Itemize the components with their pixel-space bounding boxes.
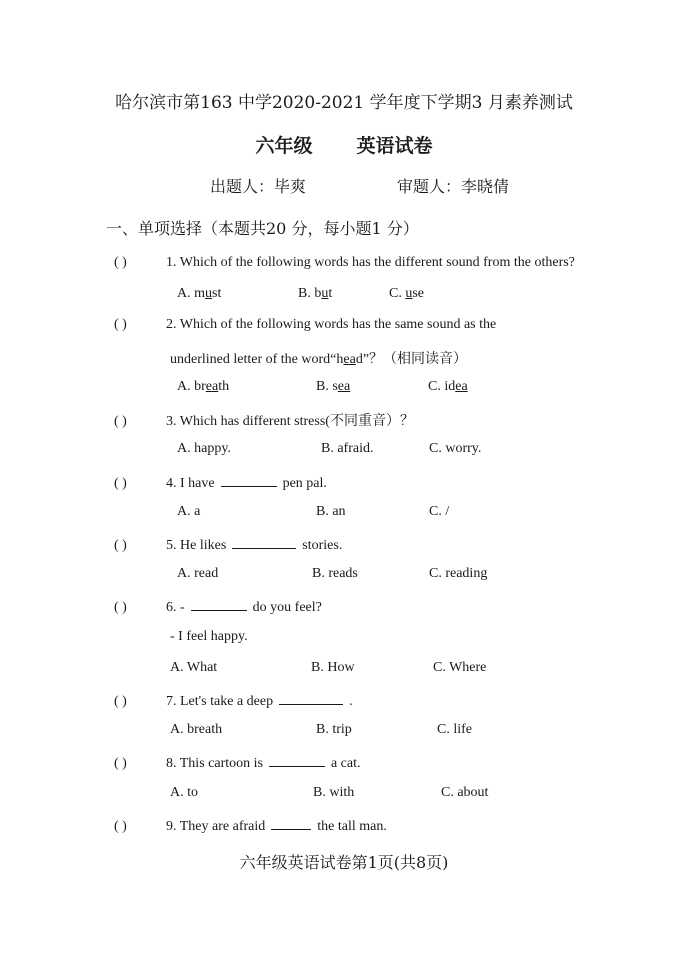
underlined-letters: u (205, 286, 212, 301)
option-7-b[interactable] (316, 722, 352, 738)
text-part: A. br (177, 379, 206, 394)
option-1-b[interactable] (298, 286, 332, 302)
question-7 (114, 691, 353, 710)
answer-parenthesis[interactable]: ( ) (114, 694, 127, 709)
text-part: A. What (170, 660, 218, 675)
text-part: B. How (311, 660, 355, 675)
text-part: B. an (316, 504, 346, 519)
question-text: a cat. (330, 756, 361, 771)
text-part: B. trip (316, 722, 352, 737)
question-5 (114, 535, 342, 554)
answer-parenthesis[interactable]: ( ) (114, 600, 127, 615)
question-6-continuation (170, 629, 248, 645)
text-part: A. breath (170, 722, 223, 737)
option-3-c[interactable] (429, 441, 481, 457)
option-6-a[interactable] (170, 660, 217, 676)
option-7-a[interactable] (170, 722, 222, 738)
text-part: C. id (428, 379, 456, 394)
question-text: stories. (302, 538, 343, 553)
option-3-b[interactable] (321, 441, 373, 457)
answer-parenthesis[interactable]: ( ) (114, 255, 127, 270)
question-text: 9. They are afraid (166, 819, 266, 834)
option-5-a[interactable] (177, 566, 218, 582)
text-part: C. life (437, 722, 472, 737)
underlined-letters: ea (205, 379, 219, 394)
answer-blank[interactable] (269, 753, 325, 767)
question-text: 4. I have (166, 476, 215, 491)
answer-parenthesis[interactable]: ( ) (114, 317, 127, 332)
question-2-continuation (170, 348, 467, 368)
option-1-c[interactable] (389, 286, 424, 302)
text-part: underlined letter of the word“h (170, 352, 344, 367)
question-text: 1. Which of the following words has the different sound from the others? (166, 255, 575, 270)
text-part: B. s (316, 379, 338, 394)
question-text: do you feel? (252, 600, 322, 615)
answer-parenthesis[interactable]: ( ) (114, 819, 127, 834)
question-text: . (349, 694, 353, 709)
option-2-c[interactable] (428, 379, 468, 395)
option-2-a[interactable] (177, 379, 229, 395)
question-text: 6. - (166, 600, 185, 615)
reviewer-label: 审题人：李晓倩 (397, 177, 510, 196)
question-text: 5. He likes (166, 538, 227, 553)
answer-blank[interactable] (279, 691, 343, 705)
question-2 (114, 317, 496, 333)
section-title: 一、单项选择（本题共20 分，每小题1 分） (106, 219, 419, 238)
underlined-letters: ea (337, 379, 351, 394)
exam-subtitle (0, 131, 688, 158)
exam-title: 哈尔滨市第163 中学2020-2021 学年度下学期3 月素养测试 (115, 93, 573, 113)
option-2-b[interactable] (316, 379, 350, 395)
text-part: A. to (170, 785, 198, 800)
text-part: - I feel happy. (170, 629, 248, 644)
question-4 (114, 473, 327, 492)
answer-parenthesis[interactable]: ( ) (114, 414, 127, 429)
text-part: se (412, 286, 425, 301)
text-part: C. worry. (429, 441, 482, 456)
option-8-c[interactable] (441, 785, 488, 801)
text-part: B. b (298, 286, 322, 301)
answer-parenthesis[interactable]: ( ) (114, 476, 127, 491)
text-part: A. m (177, 286, 205, 301)
question-text: the tall man. (317, 819, 387, 834)
text-part: A. happy. (177, 441, 231, 456)
text-part: th (218, 379, 230, 394)
option-4-c[interactable] (429, 504, 449, 520)
question-6 (114, 597, 322, 616)
underlined-letters: u (405, 286, 413, 301)
text-part: d”？（相同读音） (355, 352, 468, 367)
question-text: pen pal. (282, 476, 327, 491)
question-8 (114, 753, 361, 772)
question-9 (114, 816, 387, 835)
option-4-b[interactable] (316, 504, 346, 520)
question-text: 7. Let's take a deep (166, 694, 274, 709)
option-1-a[interactable] (177, 286, 221, 302)
underlined-letters: ea (343, 352, 356, 367)
text-part: C. reading (429, 566, 488, 581)
option-8-a[interactable] (170, 785, 198, 801)
answer-blank[interactable] (232, 535, 296, 549)
option-8-b[interactable] (313, 785, 354, 801)
text-part: C. (389, 286, 406, 301)
text-part: B. with (313, 785, 355, 800)
text-part: B. reads (312, 566, 358, 581)
option-6-c[interactable] (433, 660, 486, 676)
text-part: A. a (177, 504, 201, 519)
text-part: A. read (177, 566, 219, 581)
underlined-letters: ea (455, 379, 468, 394)
underlined-letters: u (321, 286, 329, 301)
option-5-c[interactable] (429, 566, 487, 582)
question-1 (114, 255, 575, 271)
question-text: 2. Which of the following words has the same sound as the (166, 317, 497, 332)
text-part: C. Where (433, 660, 487, 675)
text-part: C. / (429, 504, 450, 519)
answer-parenthesis[interactable]: ( ) (114, 538, 127, 553)
option-5-b[interactable] (312, 566, 358, 582)
question-text: 8. This cartoon is (166, 756, 263, 771)
page-footer: 六年级英语试卷第1页(共8页) (239, 853, 449, 872)
option-3-a[interactable] (177, 441, 231, 457)
option-4-a[interactable] (177, 504, 200, 520)
answer-blank[interactable] (191, 597, 247, 611)
grade-label: 六年级 (255, 135, 313, 157)
question-text: 3. Which has different stress(不同重音）？ (166, 414, 414, 429)
text-part: t (328, 286, 333, 301)
setter-label: 出题人：毕爽 (210, 177, 307, 196)
option-7-c[interactable] (437, 722, 472, 738)
text-part: B. afraid. (321, 441, 374, 456)
question-3 (114, 410, 414, 430)
option-6-b[interactable] (311, 660, 355, 676)
text-part: C. about (441, 785, 489, 800)
answer-parenthesis[interactable]: ( ) (114, 756, 127, 771)
text-part: st (212, 286, 222, 301)
answer-blank[interactable] (221, 473, 277, 487)
subject-label: 英语试卷 (356, 135, 433, 157)
answer-blank[interactable] (271, 816, 311, 830)
